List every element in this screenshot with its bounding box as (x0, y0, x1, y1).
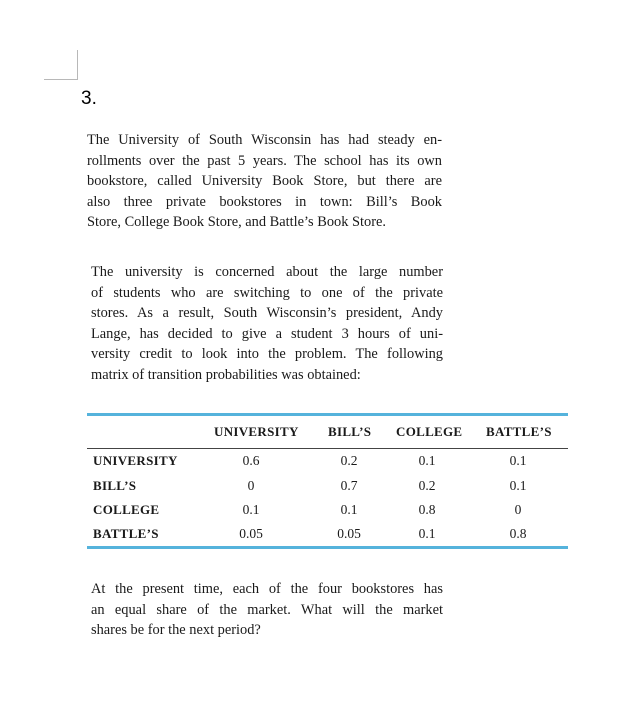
table-cell: 0.2 (418, 478, 436, 493)
page-corner-mark (44, 50, 78, 80)
row-header-university: UNIVERSITY (93, 453, 178, 468)
text-line: bookstore, called University Book Store, but there are (87, 173, 442, 189)
table-top-rule (87, 413, 568, 416)
text-line: also three private bookstores in town: Bill’s Book (87, 193, 442, 210)
column-header-battles: BATTLE’S (486, 424, 552, 439)
text-line: of students who are switching to one of the private (91, 284, 443, 301)
column-header-college: COLLEGE (396, 424, 463, 439)
text-line: an equal share of the market. What will the market (91, 601, 443, 618)
text-line: shares be for the next period? (91, 622, 261, 638)
problem-intro-paragraph (87, 130, 442, 233)
row-header-battles: BATTLE’S (93, 526, 159, 541)
table-cell: 0.1 (418, 526, 436, 541)
table-cell: 0.1 (509, 453, 527, 468)
question-paragraph (91, 579, 443, 641)
table-cell: 0.8 (418, 502, 436, 517)
table-cell: 0.1 (418, 453, 436, 468)
row-header-college: COLLEGE (93, 502, 160, 517)
column-header-university: UNIVERSITY (214, 424, 299, 439)
column-header-bills: BILL’S (328, 424, 372, 439)
question-number: 3. (81, 88, 97, 109)
row-header-bills: BILL’S (93, 478, 137, 493)
text-line: versity credit to look into the problem. The following (91, 346, 443, 362)
text-line: Store, College Book Store, and Battle’s Book Store. (87, 214, 386, 230)
table-cell: 0.05 (337, 526, 361, 541)
table-cell: 0.1 (242, 502, 260, 517)
table-cell: 0.6 (242, 453, 260, 468)
table-cell: 0.8 (509, 526, 527, 541)
text-line: rollments over the past 5 years. The school has its own (87, 152, 442, 169)
text-line: At the present time, each of the four bookstores has (91, 581, 443, 597)
table-cell: 0 (247, 478, 255, 493)
text-line: The University of South Wisconsin has had steady en- (87, 132, 442, 148)
table-cell: 0.1 (340, 502, 358, 517)
table-cell: 0.2 (340, 453, 358, 468)
text-line: The university is concerned about the large number (91, 264, 443, 280)
text-line: matrix of transition probabilities was obtained: (91, 366, 361, 383)
table-cell: 0.7 (340, 478, 358, 493)
text-line: stores. As a result, South Wisconsin’s president, Andy (91, 305, 443, 321)
table-header-rule (87, 448, 568, 449)
table-bottom-rule (87, 546, 568, 549)
table-cell: 0.05 (239, 526, 263, 541)
text-line: Lange, has decided to give a student 3 hours of uni- (91, 325, 443, 342)
transition-matrix-table (87, 413, 568, 549)
table-cell: 0.1 (509, 478, 527, 493)
table-cell: 0 (514, 502, 522, 517)
problem-context-paragraph (91, 262, 443, 385)
